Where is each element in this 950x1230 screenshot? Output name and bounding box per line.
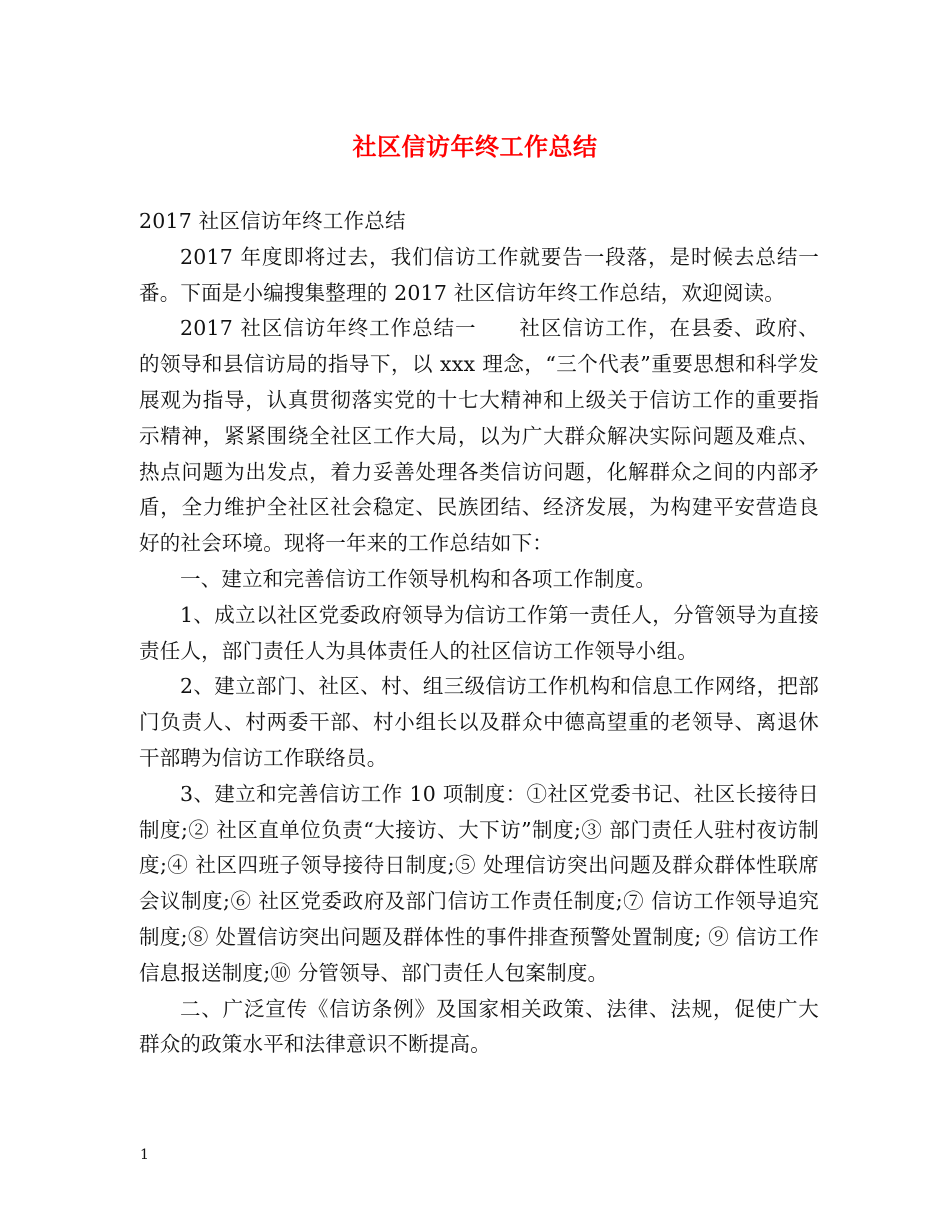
summary-paragraph: 2017 社区信访年终工作总结一 社区信访工作，在县委、政府、的领导和县信访局的指导下，以 xxx 理念，“三个代表”重要思想和科学发展观为指导，认真贯彻落实党的十七大精神和上级关于信访工作的重要指示精神，紧紧围绕全社区工作大局，以为广大群众解决实际问题及难点、热点问题为出发点，着力妥善处理各类信访问题，化解群众之间的内部矛盾，全力维护全社区社会稳定、民族团结、经济发展，为构建平安营造良好的社会环境。现将一年来的工作总结如下： xyxy=(139,316,819,556)
document-subtitle: 2017 社区信访年终工作总结 xyxy=(139,209,406,233)
document-title: 社区信访年终工作总结 xyxy=(352,133,598,161)
item-three-paragraph: 3、建立和完善信访工作 10 项制度：①社区党委书记、社区长接待日制度;② 社区直单位负责“大接访、大下访”制度;③ 部门责任人驻村夜访制度;④ 社区四班子领导接待日制度;⑤ 处理信访突出问题及群众群体性联席会议制度;⑥ 社区党委政府及部门信访工作责任制度;⑦ 信访工作领导追究制度;⑧ 处置信访突出问题及群体性的事件排查预警处置制度; ⑨ 信访工作信息报送制度;⑩ 分管领导、部门责任人包案制度。 xyxy=(139,781,819,985)
document-body xyxy=(139,204,819,1063)
section-heading-one: 一、建立和完善信访工作领导机构和各项工作制度。 xyxy=(180,566,657,591)
item-two-paragraph: 2、建立部门、社区、村、组三级信访工作机构和信息工作网络，把部门负责人、村两委干部、村小组长以及群众中德高望重的老领导、离退休干部聘为信访工作联络员。 xyxy=(139,674,819,770)
section-heading-two: 二、广泛宣传《信访条例》及国家相关政策、法律、法规，促使广大群众的政策水平和法律意识不断提高。 xyxy=(139,996,819,1057)
item-one-paragraph: 1、成立以社区党委政府领导为信访工作第一责任人，分管领导为直接责任人，部门责任人为具体责任人的社区信访工作领导小组。 xyxy=(139,602,819,663)
page-number: 1 xyxy=(140,1147,149,1163)
intro-paragraph: 2017 年度即将过去，我们信访工作就要告一段落，是时候去总结一番。下面是小编搜集整理的 2017 社区信访年终工作总结，欢迎阅读。 xyxy=(139,244,819,305)
